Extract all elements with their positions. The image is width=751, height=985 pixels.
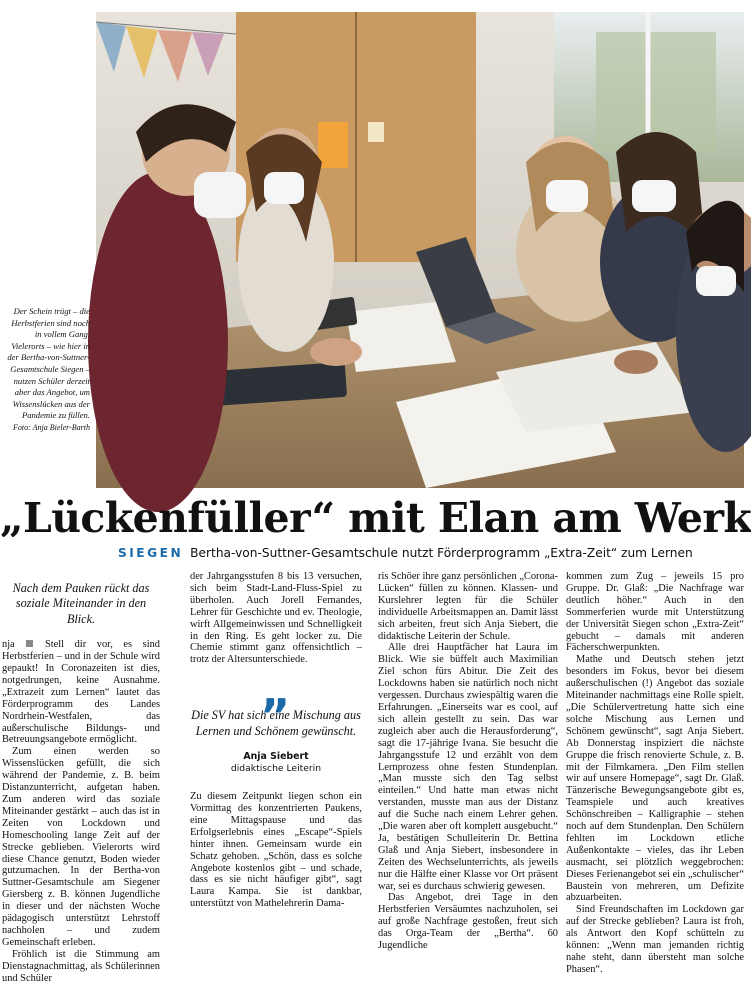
caption-text: Der Schein trügt – die Herbstferien sind noch in vollem Gang. Vielerorts – wie hier in der Bertha-von-Suttner-Gesamtschule Siegen – nutzen Schüler derzeit aber das Angebot, um Wissenslücken aus der Pandemie zu füllen. xyxy=(7,306,90,421)
paragraph: ris Schöer ihre ganz persönlichen „Corona-Lücken“ füllen zu können. Klassen- und Kurslehrer legten für die Schüler individuelle Arbeitsmappen an. Damit lässt sich arbeiten, freut sich Anja Siebert, die didaktische Leiterin der Schule. xyxy=(378,571,558,642)
quote-text: Die SV hat sich eine Mischung aus Lernen und Schönem gewünscht. xyxy=(191,708,361,738)
paragraph: Zu diesem Zeitpunkt liegen schon ein Vormittag des konzentrierten Paukens, eine Mittagspause und das Erfolgserlebnis eines „Escape“-Spiels hinter ihnen. Gemeinsam wurde ein Schatz gehoben. „Schön, dass es solche Angebote kostenlos gibt – und schade, dass es sie nicht häufiger gibt“, sagt Laura Kampa. Sie ist dankbar, unterstützt von Mathelehrerin Dama- xyxy=(190,791,362,910)
subheadline xyxy=(118,543,693,563)
pull-quote xyxy=(190,664,362,775)
quote-author-role: didaktische Leiterin xyxy=(230,763,322,775)
paragraph: Zum einen werden so Wissenslücken gefüllt, die sich während der Pandemie, z. B. beim Distanzunterricht, aufgetan haben. Zum anderen wird das soziale Miteinander gestärkt – auch das ist in Zeiten von Lockdown und Homeschooling lange Zeit auf der Strecke geblieben. Vielerorts wird diese Chance genutzt, Boden wieder gutzumachen. In der Bertha-von Suttner-Gesamtschule am Siegener Giersberg z. B. können Jugendliche in dieser und der nächsten Woche pädagogisch unterstützt Lehrstoff nachholen – und zudem Gemeinschaft erleben. xyxy=(2,746,160,948)
paragraph: Alle drei Hauptfächer hat Laura im Blick. Wie sie büffelt auch Maximilian Ziel schon fürs Abitur. Die Zeit des Lockdowns haben sie natürlich noch nicht vergessen. Durchaus zwiespältig waren die Erfahrungen. „Einerseits war es cool, auf sich allein gestellt zu sein. Das war zugleich aber auch die Herausforderung“, sagt die 17-jährige Ivana. Sie besucht die Jahrgangsstufe 12 und erzählt von dem Lernprozess ohne festen Stundenplan. „Man musste sich den Tag selbst einteilen.“ Und hatte man etwas nicht verstanden, musste man aus der Distanz auf die Suche nach einem Lehrer gehen. „Die waren aber oft komplett ausgebucht.“ Ja, bestätigen Schulleiterin Dr. Bettina Glaß und Anja Siebert, insbesondere in Zeiten des Wechselunterrichts, als jeweils nur die Hälfte einer Klasse vor Ort präsent war, sei es durchaus schwierig gewesen. xyxy=(378,642,558,892)
article-column-1 xyxy=(2,571,160,984)
article-column-4 xyxy=(566,571,744,975)
subheadline-text: Bertha-von-Suttner-Gesamtschule nutzt Förderprogramm „Extra-Zeit“ zum Lernen xyxy=(190,546,693,560)
article-column-2 xyxy=(190,571,362,911)
byline-square-icon xyxy=(26,640,33,647)
headline: „Lückenfüller“ mit Elan am Werk xyxy=(0,494,751,542)
article-photo xyxy=(96,12,744,488)
paragraph: kommen zum Zug – jeweils 15 pro Gruppe. Dr. Glaß: „Die Nachfrage war deutlich höher.“ Auch in den Sommerferien wurde mit Unterstützung der Universität Siegen schon „Extra-Zeit“ gebucht – damals mit anderen Fächerschwerpunkten. xyxy=(566,571,744,654)
intro-teaser: Nach dem Pauken rückt das soziale Miteinander in den Blick. xyxy=(12,581,150,626)
article-column-3 xyxy=(378,571,558,952)
paragraph: Sind Freundschaften im Lockdown gar auf der Strecke geblieben? Laura ist froh, als Antwort den Kopf schütteln zu können: „Wenn man jemanden richtig nahe steht, dann übersteht man solche Phasen“. xyxy=(566,904,744,975)
paragraph: Fröhlich ist die Stimmung am Dienstagnachmittag, als Schülerinnen und Schüler xyxy=(2,948,160,984)
paragraph: der Jahrgangsstufen 8 bis 13 versuchen, sich beim Stadt-Land-Fluss-Spiel zu überholen. Auch Jorell Fernandes, Lehrer für Geschichte und ev. Theologie, wirft Allgemeinwissen und Schnelligkeit in den Ring. Es geht locker zu. Die Chemie stimmt ganz offensichtlich – trotz der Altersunterschiede. xyxy=(190,571,362,666)
photo-credit: Foto: Anja Bieler-Barth xyxy=(12,422,90,432)
paragraph: Mathe und Deutsch stehen jetzt besonders im Fokus, bevor bei diesem außerschulischen (!) Angebot das soziale Miteinander nachmittags eine Rolle spielt. „Die Schülervertretung hatte sich eine solche Mischung aus Lernen und Schönem gewünscht“, sagt Anja Siebert. Ab Donnerstag inspiziert die nächste Gruppe die frisch renovierte Schule, z. B. mit der Filmkamera. „Den Film stellen wir auf unsere Homepage“, sagt Dr. Glaß. Tänzerische Bewegungsangebote gibt es, Teamspiele und auch kreatives Schönschreiben – Kalligraphie – stehen noch auf dem Stundenplan. Den Schülern fehlten im Lockdown etliche Außenkontakte – vieles, das ihr Leben ausmacht, sei plötzlich weggebrochen: Dieses Ferienangebot sei ein „schulischer“ Baustein von mehreren, um Defizite abzuarbeiten. xyxy=(566,654,744,904)
paragraph: Das Angebot, drei Tage in den Herbstferien Versäumtes nachzuholen, sei auf große Nachfrage gestoßen, freut sich das Orga-Team der „Bertha“. 60 Jugendliche xyxy=(378,892,558,952)
paragraph-text: Stell dir vor, es sind Herbstferien – und in der Schule wird gepaukt! In Coronazeiten ist dies, notgedrungen, keine Ausnahme. „Extrazeit zum Lernen“ lautet das Förderprogramm des Landes Nordrhein-Westfalen, das außerschulische Bildungs- und Betreuungsangebote ermöglicht. xyxy=(2,639,160,746)
paragraph xyxy=(2,639,160,746)
quote-mark-icon: „ xyxy=(260,664,292,719)
quote-author: Anja Siebert xyxy=(243,751,309,763)
location-kicker: SIEGEN xyxy=(118,546,184,560)
byline-author: nja xyxy=(2,639,15,651)
photo-caption xyxy=(4,306,90,433)
